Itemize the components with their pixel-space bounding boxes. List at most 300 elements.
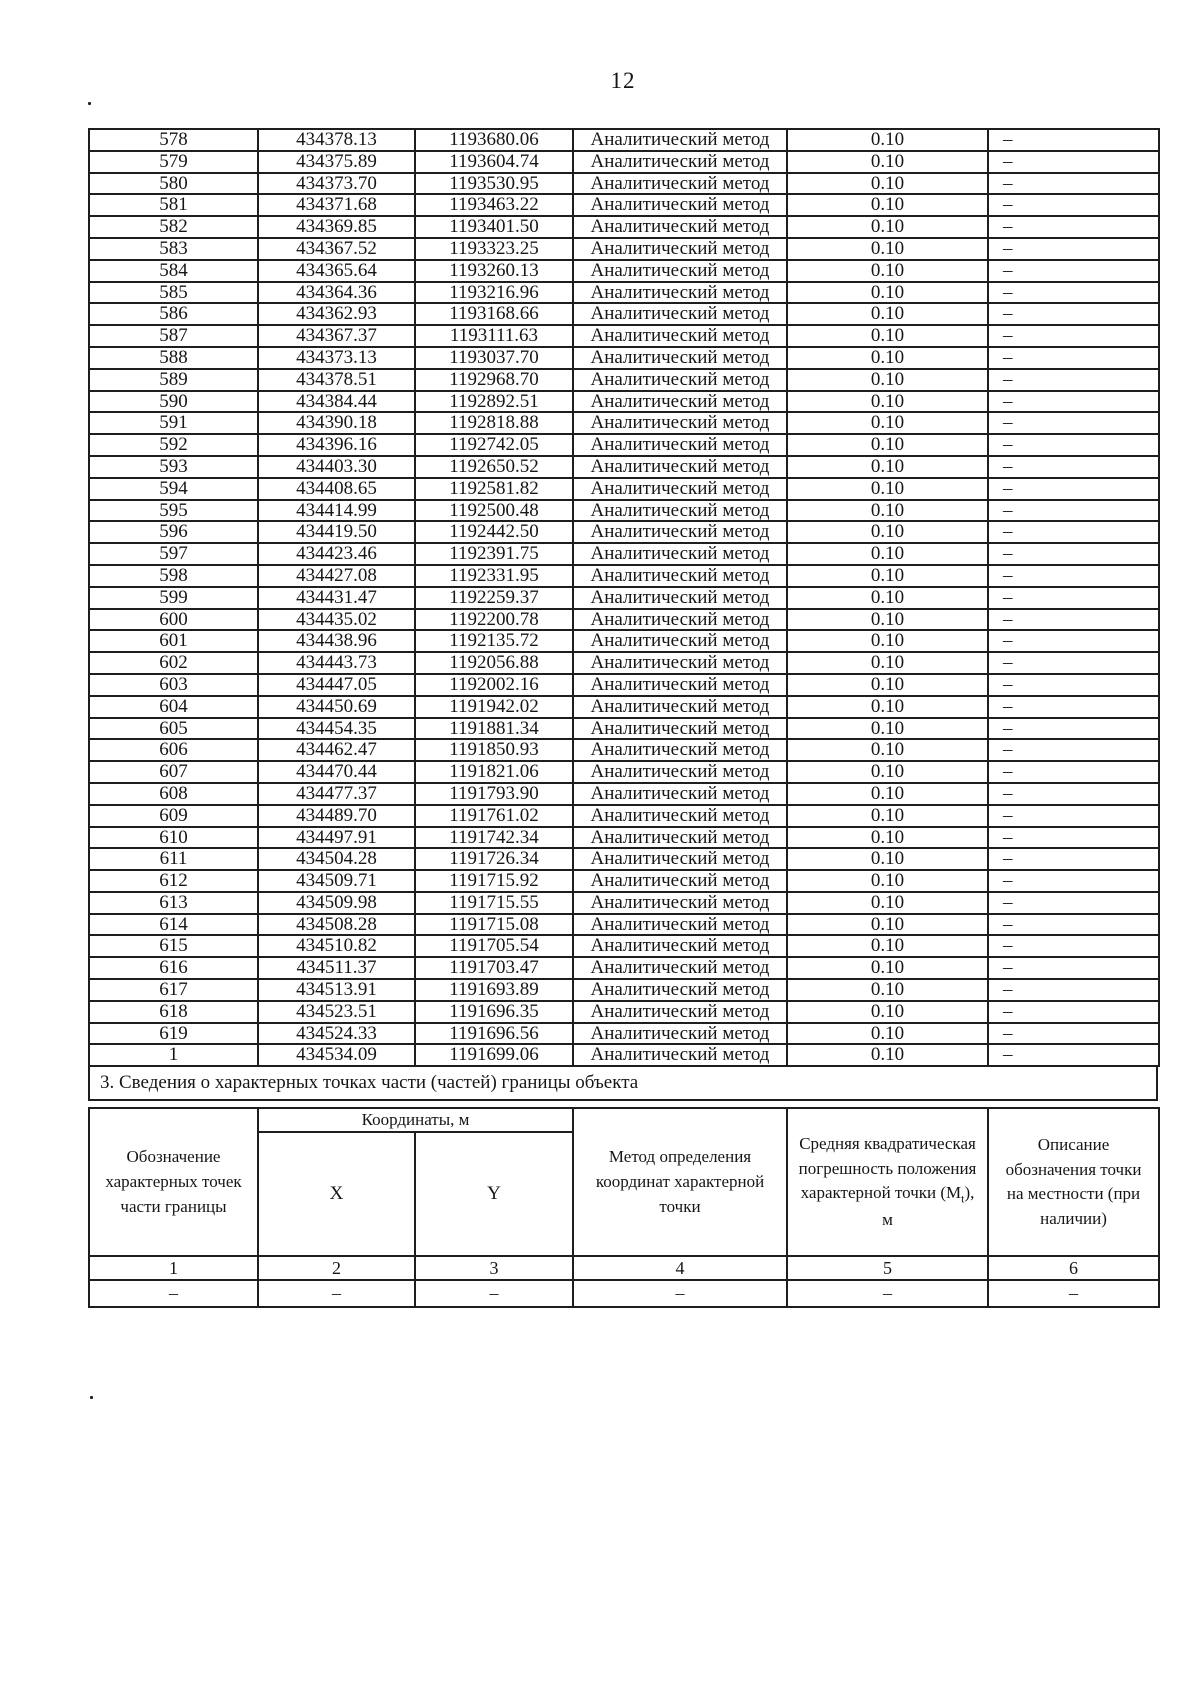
method-cell: Аналитический метод xyxy=(573,129,787,151)
column-number: 1 xyxy=(89,1256,258,1280)
point-row xyxy=(89,805,1159,827)
method-cell: Аналитический метод xyxy=(573,783,787,805)
precision-cell: 0.10 xyxy=(787,456,988,478)
point-number-cell: 581 xyxy=(89,194,258,216)
method-cell: Аналитический метод xyxy=(573,587,787,609)
point-row xyxy=(89,369,1159,391)
coordinate-y-cell: 1191793.90 xyxy=(415,783,573,805)
coordinate-y-cell: 1191942.02 xyxy=(415,696,573,718)
description-cell: – xyxy=(988,674,1159,696)
point-row xyxy=(89,914,1159,936)
precision-cell: 0.10 xyxy=(787,260,988,282)
header-error-text: Средняя квадратическая погрешность положения характерной точки xyxy=(798,1133,977,1203)
point-row xyxy=(89,456,1159,478)
method-cell: Аналитический метод xyxy=(573,696,787,718)
document-content xyxy=(88,128,1158,1308)
method-cell: Аналитический метод xyxy=(573,151,787,173)
description-cell: – xyxy=(988,1023,1159,1045)
point-number-cell: 590 xyxy=(89,391,258,413)
method-cell: Аналитический метод xyxy=(573,805,787,827)
coordinate-y-cell: 1191715.08 xyxy=(415,914,573,936)
coordinate-x-cell: 434477.37 xyxy=(258,783,415,805)
description-cell: – xyxy=(988,718,1159,740)
coordinate-x-cell: 434513.91 xyxy=(258,979,415,1001)
precision-cell: 0.10 xyxy=(787,521,988,543)
point-number-cell: 592 xyxy=(89,434,258,456)
placeholder-row xyxy=(89,1280,1159,1307)
precision-cell: 0.10 xyxy=(787,173,988,195)
method-cell: Аналитический метод xyxy=(573,260,787,282)
coordinate-y-cell: 1193604.74 xyxy=(415,151,573,173)
description-cell: – xyxy=(988,521,1159,543)
method-cell: Аналитический метод xyxy=(573,194,787,216)
precision-cell: 0.10 xyxy=(787,979,988,1001)
method-cell: Аналитический метод xyxy=(573,456,787,478)
description-cell: – xyxy=(988,652,1159,674)
method-cell: Аналитический метод xyxy=(573,609,787,631)
point-number-cell: 593 xyxy=(89,456,258,478)
header-row-top xyxy=(89,1108,1159,1132)
coordinate-y-cell: 1192135.72 xyxy=(415,630,573,652)
method-cell: Аналитический метод xyxy=(573,282,787,304)
point-row xyxy=(89,979,1159,1001)
point-number-cell: 616 xyxy=(89,957,258,979)
point-row xyxy=(89,500,1159,522)
method-cell: Аналитический метод xyxy=(573,216,787,238)
coordinate-x-cell: 434443.73 xyxy=(258,652,415,674)
coordinate-x-cell: 434504.28 xyxy=(258,848,415,870)
coordinate-x-cell: 434470.44 xyxy=(258,761,415,783)
point-number-cell: 602 xyxy=(89,652,258,674)
coordinate-y-cell: 1193260.13 xyxy=(415,260,573,282)
point-number-cell: 596 xyxy=(89,521,258,543)
coordinate-y-cell: 1192200.78 xyxy=(415,609,573,631)
point-row xyxy=(89,565,1159,587)
coordinate-x-cell: 434384.44 xyxy=(258,391,415,413)
precision-cell: 0.10 xyxy=(787,1023,988,1045)
point-number-cell: 608 xyxy=(89,783,258,805)
placeholder-cell: – xyxy=(988,1280,1159,1307)
method-cell: Аналитический метод xyxy=(573,500,787,522)
description-cell: – xyxy=(988,805,1159,827)
coordinate-x-cell: 434367.52 xyxy=(258,238,415,260)
description-cell: – xyxy=(988,216,1159,238)
coordinate-y-cell: 1192002.16 xyxy=(415,674,573,696)
point-number-cell: 601 xyxy=(89,630,258,652)
point-number-cell: 584 xyxy=(89,260,258,282)
precision-cell: 0.10 xyxy=(787,935,988,957)
point-number-cell: 605 xyxy=(89,718,258,740)
coordinate-x-cell: 434523.51 xyxy=(258,1001,415,1023)
point-number-cell: 600 xyxy=(89,609,258,631)
description-cell: – xyxy=(988,739,1159,761)
coordinate-y-cell: 1191693.89 xyxy=(415,979,573,1001)
point-number-cell: 586 xyxy=(89,303,258,325)
coordinate-y-cell: 1192259.37 xyxy=(415,587,573,609)
point-number-cell: 604 xyxy=(89,696,258,718)
method-cell: Аналитический метод xyxy=(573,718,787,740)
coordinate-x-cell: 434367.37 xyxy=(258,325,415,347)
precision-cell: 0.10 xyxy=(787,129,988,151)
precision-cell: 0.10 xyxy=(787,303,988,325)
point-row xyxy=(89,1001,1159,1023)
coordinate-y-cell: 1192650.52 xyxy=(415,456,573,478)
point-row xyxy=(89,892,1159,914)
precision-cell: 0.10 xyxy=(787,347,988,369)
point-number-cell: 606 xyxy=(89,739,258,761)
coordinate-y-cell: 1191726.34 xyxy=(415,848,573,870)
method-cell: Аналитический метод xyxy=(573,173,787,195)
point-number-cell: 609 xyxy=(89,805,258,827)
method-cell: Аналитический метод xyxy=(573,914,787,936)
method-cell: Аналитический метод xyxy=(573,892,787,914)
description-cell: – xyxy=(988,478,1159,500)
placeholder-cell: – xyxy=(258,1280,415,1307)
coordinate-x-cell: 434403.30 xyxy=(258,456,415,478)
coordinate-x-cell: 434423.46 xyxy=(258,543,415,565)
coordinate-x-cell: 434378.13 xyxy=(258,129,415,151)
coordinate-x-cell: 434408.65 xyxy=(258,478,415,500)
point-number-cell: 618 xyxy=(89,1001,258,1023)
column-number: 6 xyxy=(988,1256,1159,1280)
scan-artifact-dot xyxy=(90,1396,93,1399)
precision-cell: 0.10 xyxy=(787,609,988,631)
precision-cell: 0.10 xyxy=(787,500,988,522)
coordinate-x-cell: 434509.98 xyxy=(258,892,415,914)
description-cell: – xyxy=(988,696,1159,718)
point-row xyxy=(89,151,1159,173)
coordinate-x-cell: 434508.28 xyxy=(258,914,415,936)
method-cell: Аналитический метод xyxy=(573,761,787,783)
precision-cell: 0.10 xyxy=(787,827,988,849)
description-cell: – xyxy=(988,630,1159,652)
point-row xyxy=(89,935,1159,957)
point-number-cell: 610 xyxy=(89,827,258,849)
coordinate-y-cell: 1192581.82 xyxy=(415,478,573,500)
precision-cell: 0.10 xyxy=(787,739,988,761)
coordinate-x-cell: 434497.91 xyxy=(258,827,415,849)
column-number: 4 xyxy=(573,1256,787,1280)
point-row xyxy=(89,761,1159,783)
precision-cell: 0.10 xyxy=(787,914,988,936)
method-cell: Аналитический метод xyxy=(573,412,787,434)
coordinate-y-cell: 1192442.50 xyxy=(415,521,573,543)
point-number-cell: 583 xyxy=(89,238,258,260)
point-row xyxy=(89,521,1159,543)
coordinate-y-cell: 1191715.92 xyxy=(415,870,573,892)
coordinate-x-cell: 434375.89 xyxy=(258,151,415,173)
coordinate-y-cell: 1191699.06 xyxy=(415,1044,573,1066)
point-row xyxy=(89,1044,1159,1066)
method-cell: Аналитический метод xyxy=(573,543,787,565)
points-table xyxy=(88,128,1160,1067)
point-number-cell: 578 xyxy=(89,129,258,151)
point-row xyxy=(89,827,1159,849)
point-row xyxy=(89,696,1159,718)
precision-cell: 0.10 xyxy=(787,151,988,173)
precision-cell: 0.10 xyxy=(787,325,988,347)
description-cell: – xyxy=(988,173,1159,195)
point-number-cell: 613 xyxy=(89,892,258,914)
coordinate-y-cell: 1191850.93 xyxy=(415,739,573,761)
description-cell: – xyxy=(988,1001,1159,1023)
method-cell: Аналитический метод xyxy=(573,739,787,761)
coordinate-x-cell: 434534.09 xyxy=(258,1044,415,1066)
description-cell: – xyxy=(988,369,1159,391)
method-cell: Аналитический метод xyxy=(573,652,787,674)
coordinate-y-cell: 1192742.05 xyxy=(415,434,573,456)
point-row xyxy=(89,739,1159,761)
coordinate-y-cell: 1191715.55 xyxy=(415,892,573,914)
description-cell: – xyxy=(988,391,1159,413)
point-row xyxy=(89,194,1159,216)
precision-cell: 0.10 xyxy=(787,630,988,652)
description-cell: – xyxy=(988,870,1159,892)
coordinate-y-cell: 1193401.50 xyxy=(415,216,573,238)
column-numbers-row xyxy=(89,1256,1159,1280)
point-number-cell: 619 xyxy=(89,1023,258,1045)
point-row xyxy=(89,630,1159,652)
point-row xyxy=(89,325,1159,347)
coordinate-y-cell: 1192331.95 xyxy=(415,565,573,587)
coordinate-y-cell: 1191696.56 xyxy=(415,1023,573,1045)
point-row xyxy=(89,238,1159,260)
point-number-cell: 580 xyxy=(89,173,258,195)
point-number-cell: 607 xyxy=(89,761,258,783)
precision-cell: 0.10 xyxy=(787,652,988,674)
precision-cell: 0.10 xyxy=(787,957,988,979)
column-number: 2 xyxy=(258,1256,415,1280)
point-number-cell: 594 xyxy=(89,478,258,500)
method-cell: Аналитический метод xyxy=(573,325,787,347)
column-number: 3 xyxy=(415,1256,573,1280)
description-cell: – xyxy=(988,935,1159,957)
coordinate-x-cell: 434414.99 xyxy=(258,500,415,522)
coordinate-y-cell: 1191761.02 xyxy=(415,805,573,827)
coordinate-y-cell: 1192818.88 xyxy=(415,412,573,434)
method-cell: Аналитический метод xyxy=(573,957,787,979)
coordinate-y-cell: 1192968.70 xyxy=(415,369,573,391)
description-cell: – xyxy=(988,347,1159,369)
coordinate-x-cell: 434431.47 xyxy=(258,587,415,609)
point-number-cell: 587 xyxy=(89,325,258,347)
method-cell: Аналитический метод xyxy=(573,870,787,892)
coordinate-y-cell: 1193168.66 xyxy=(415,303,573,325)
point-row xyxy=(89,347,1159,369)
description-cell: – xyxy=(988,412,1159,434)
page-number: 12 xyxy=(610,68,636,93)
method-cell: Аналитический метод xyxy=(573,1001,787,1023)
description-cell: – xyxy=(988,543,1159,565)
point-number-cell: 1 xyxy=(89,1044,258,1066)
point-number-cell: 591 xyxy=(89,412,258,434)
coordinate-x-cell: 434362.93 xyxy=(258,303,415,325)
coordinate-x-cell: 434462.47 xyxy=(258,739,415,761)
description-cell: – xyxy=(988,979,1159,1001)
coordinate-x-cell: 434435.02 xyxy=(258,609,415,631)
point-row xyxy=(89,783,1159,805)
coordinate-x-cell: 434369.85 xyxy=(258,216,415,238)
coordinate-y-cell: 1191703.47 xyxy=(415,957,573,979)
coordinate-y-cell: 1193323.25 xyxy=(415,238,573,260)
method-cell: Аналитический метод xyxy=(573,565,787,587)
coordinate-y-cell: 1191742.34 xyxy=(415,827,573,849)
coordinate-x-cell: 434390.18 xyxy=(258,412,415,434)
description-cell: – xyxy=(988,914,1159,936)
point-number-cell: 595 xyxy=(89,500,258,522)
precision-cell: 0.10 xyxy=(787,783,988,805)
placeholder-cell: – xyxy=(787,1280,988,1307)
method-cell: Аналитический метод xyxy=(573,391,787,413)
description-cell: – xyxy=(988,500,1159,522)
coordinate-x-cell: 434364.36 xyxy=(258,282,415,304)
section-3-title: 3. Сведения о характерных точках части (частей) границы объекта xyxy=(88,1067,1158,1101)
method-cell: Аналитический метод xyxy=(573,238,787,260)
coordinate-x-cell: 434373.70 xyxy=(258,173,415,195)
precision-cell: 0.10 xyxy=(787,587,988,609)
point-row xyxy=(89,173,1159,195)
description-cell: – xyxy=(988,151,1159,173)
method-cell: Аналитический метод xyxy=(573,369,787,391)
coordinate-x-cell: 434371.68 xyxy=(258,194,415,216)
coordinate-y-cell: 1191696.35 xyxy=(415,1001,573,1023)
coordinate-x-cell: 434450.69 xyxy=(258,696,415,718)
description-cell: – xyxy=(988,434,1159,456)
coordinate-x-cell: 434419.50 xyxy=(258,521,415,543)
coordinate-x-cell: 434489.70 xyxy=(258,805,415,827)
coordinate-y-cell: 1192500.48 xyxy=(415,500,573,522)
point-number-cell: 589 xyxy=(89,369,258,391)
header-description: Описание обозначения точки на местности (при наличии) xyxy=(988,1108,1159,1256)
point-number-cell: 603 xyxy=(89,674,258,696)
precision-cell: 0.10 xyxy=(787,216,988,238)
method-cell: Аналитический метод xyxy=(573,1023,787,1045)
description-cell: – xyxy=(988,783,1159,805)
precision-cell: 0.10 xyxy=(787,805,988,827)
coordinate-y-cell: 1193680.06 xyxy=(415,129,573,151)
point-row xyxy=(89,282,1159,304)
point-row xyxy=(89,543,1159,565)
precision-cell: 0.10 xyxy=(787,718,988,740)
point-row xyxy=(89,587,1159,609)
coordinate-x-cell: 434524.33 xyxy=(258,1023,415,1045)
point-row xyxy=(89,609,1159,631)
boundary-table xyxy=(88,1107,1160,1308)
coordinate-y-cell: 1192391.75 xyxy=(415,543,573,565)
coordinate-x-cell: 434509.71 xyxy=(258,870,415,892)
point-number-cell: 579 xyxy=(89,151,258,173)
method-cell: Аналитический метод xyxy=(573,478,787,500)
coordinate-x-cell: 434447.05 xyxy=(258,674,415,696)
point-row xyxy=(89,303,1159,325)
coordinate-x-cell: 434427.08 xyxy=(258,565,415,587)
point-row xyxy=(89,652,1159,674)
method-cell: Аналитический метод xyxy=(573,1044,787,1066)
point-row xyxy=(89,848,1159,870)
description-cell: – xyxy=(988,456,1159,478)
method-cell: Аналитический метод xyxy=(573,347,787,369)
point-number-cell: 611 xyxy=(89,848,258,870)
coordinate-x-cell: 434396.16 xyxy=(258,434,415,456)
point-number-cell: 585 xyxy=(89,282,258,304)
coordinate-x-cell: 434373.13 xyxy=(258,347,415,369)
precision-cell: 0.10 xyxy=(787,1001,988,1023)
coordinate-y-cell: 1192056.88 xyxy=(415,652,573,674)
precision-cell: 0.10 xyxy=(787,543,988,565)
method-cell: Аналитический метод xyxy=(573,630,787,652)
coordinate-x-cell: 434511.37 xyxy=(258,957,415,979)
description-cell: – xyxy=(988,303,1159,325)
description-cell: – xyxy=(988,892,1159,914)
description-cell: – xyxy=(988,848,1159,870)
description-cell: – xyxy=(988,238,1159,260)
point-row xyxy=(89,674,1159,696)
method-cell: Аналитический метод xyxy=(573,674,787,696)
point-number-cell: 588 xyxy=(89,347,258,369)
precision-cell: 0.10 xyxy=(787,369,988,391)
description-cell: – xyxy=(988,761,1159,783)
header-error xyxy=(787,1108,988,1256)
method-cell: Аналитический метод xyxy=(573,303,787,325)
coordinate-y-cell: 1193111.63 xyxy=(415,325,573,347)
description-cell: – xyxy=(988,957,1159,979)
precision-cell: 0.10 xyxy=(787,848,988,870)
precision-cell: 0.10 xyxy=(787,761,988,783)
point-number-cell: 597 xyxy=(89,543,258,565)
precision-cell: 0.10 xyxy=(787,696,988,718)
description-cell: – xyxy=(988,129,1159,151)
point-row xyxy=(89,434,1159,456)
precision-cell: 0.10 xyxy=(787,282,988,304)
header-coordinates-group: Координаты, м xyxy=(258,1108,573,1132)
coordinate-x-cell: 434438.96 xyxy=(258,630,415,652)
precision-cell: 0.10 xyxy=(787,870,988,892)
description-cell: – xyxy=(988,1044,1159,1066)
points-table-body xyxy=(89,129,1159,1066)
precision-cell: 0.10 xyxy=(787,674,988,696)
coordinate-y-cell: 1193037.70 xyxy=(415,347,573,369)
point-row xyxy=(89,478,1159,500)
coordinate-y-cell: 1191705.54 xyxy=(415,935,573,957)
header-x: X xyxy=(258,1132,415,1256)
coordinate-y-cell: 1193463.22 xyxy=(415,194,573,216)
point-row xyxy=(89,216,1159,238)
header-error-symbol: $(М_t)$, м xyxy=(882,1183,975,1229)
coordinate-y-cell: 1193216.96 xyxy=(415,282,573,304)
precision-cell: 0.10 xyxy=(787,565,988,587)
description-cell: – xyxy=(988,609,1159,631)
point-number-cell: 615 xyxy=(89,935,258,957)
point-number-cell: 617 xyxy=(89,979,258,1001)
method-cell: Аналитический метод xyxy=(573,521,787,543)
point-number-cell: 614 xyxy=(89,914,258,936)
point-row xyxy=(89,391,1159,413)
point-number-cell: 599 xyxy=(89,587,258,609)
header-y: Y xyxy=(415,1132,573,1256)
point-number-cell: 582 xyxy=(89,216,258,238)
description-cell: – xyxy=(988,587,1159,609)
method-cell: Аналитический метод xyxy=(573,827,787,849)
description-cell: – xyxy=(988,260,1159,282)
point-row xyxy=(89,957,1159,979)
coordinate-x-cell: 434510.82 xyxy=(258,935,415,957)
description-cell: – xyxy=(988,827,1159,849)
point-row xyxy=(89,1023,1159,1045)
method-cell: Аналитический метод xyxy=(573,935,787,957)
point-row xyxy=(89,129,1159,151)
point-row xyxy=(89,260,1159,282)
coordinate-y-cell: 1192892.51 xyxy=(415,391,573,413)
